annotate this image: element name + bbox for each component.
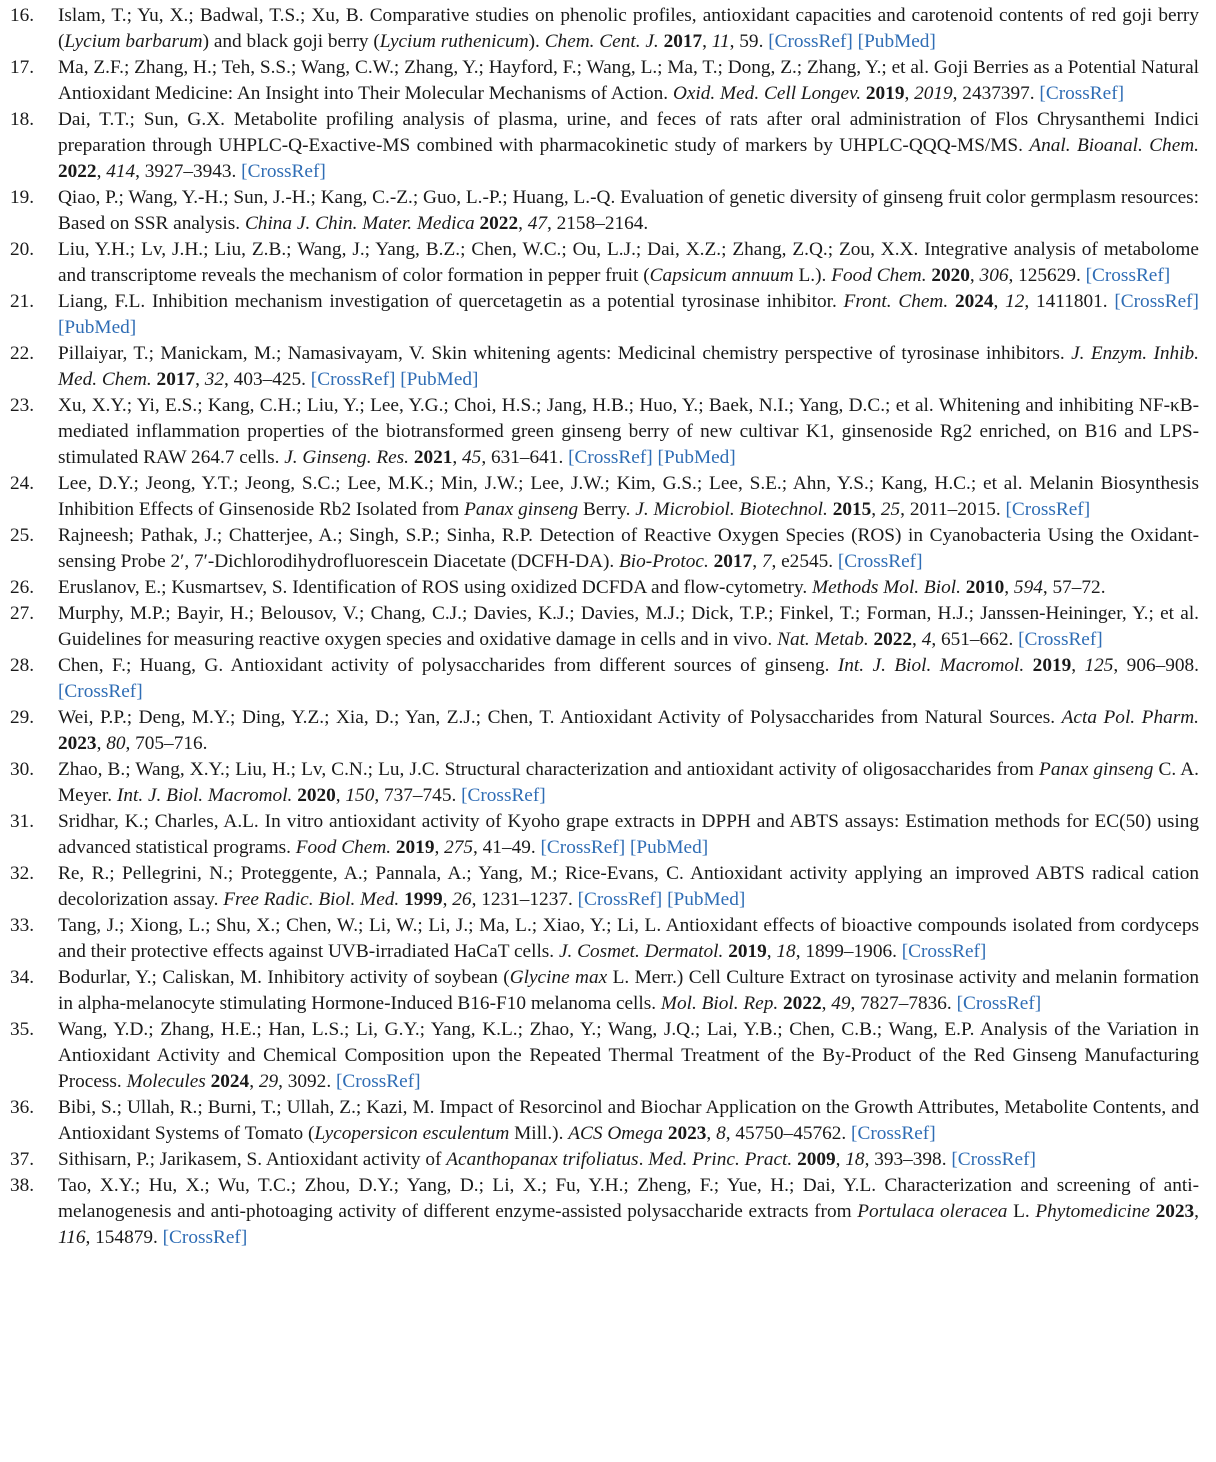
italic-text: Acanthopanax trifoliatus [446,1149,639,1170]
italic-text: J. Ginseng. Res. [284,447,409,468]
reference-segment: Qiao, P.; Wang, Y.-H.; Sun, J.-H.; Kang, C.-Z.; Guo, L.-P.; Huang, L.-Q. Evaluation of genetic diversity of ginseng fruit color germplasm resources: Based on SSR analysis. [58,187,1199,234]
reference-text [58,341,1199,393]
reference-text [58,653,1199,705]
reference-segment: , 2437397. [952,83,1040,104]
reference-item [10,1147,1199,1173]
crossref-link[interactable]: [CrossRef] [1005,499,1091,520]
reference-segment: , 41–49. [473,837,541,858]
italic-text: China J. Chin. Mater. Medica [244,213,475,234]
crossref-link[interactable]: [CrossRef] [58,681,143,702]
reference-segment: , 59. [729,31,769,52]
reference-segment: Chen, F.; Huang, G. Antioxidant activity of polysaccharides from different sources of ginseng. [58,655,838,676]
crossref-link[interactable]: [CrossRef] [540,837,626,858]
reference-text [58,1147,1199,1173]
reference-segment: , [452,447,463,468]
italic-text: Med. Princ. Pract. [648,1149,793,1170]
reference-segment: , 631–641. [481,447,569,468]
year-text: 2022 [58,161,97,182]
reference-number: 22. [10,343,35,364]
crossref-link[interactable]: [CrossRef] [577,889,663,910]
italic-text: 18 [845,1149,865,1170]
reference-segment: , 2011–2015. [900,499,1006,520]
reference-number: 18. [10,109,35,130]
pubmed-link[interactable]: [PubMed] [657,447,736,468]
reference-segment: , [993,291,1006,312]
reference-segment: , [835,1149,846,1170]
crossref-link[interactable]: [CrossRef] [956,993,1042,1014]
reference-segment: , 125629. [1008,265,1086,286]
reference-segment: ). [528,31,545,52]
italic-text: Int. J. Biol. Macromol. [116,785,293,806]
crossref-link[interactable]: [CrossRef] [951,1149,1036,1170]
reference-text [58,107,1199,185]
reference-segment: , [1071,655,1085,676]
reference-item [10,3,1199,55]
reference-segment: Zhao, B.; Wang, X.Y.; Liu, H.; Lv, C.N.; Lu, J.C. Structural characterization and antioxidant activity of oligosaccharides from [58,759,1040,780]
reference-segment: Islam, T.; Yu, X.; Badwal, T.S.; Xu, B. Comparative studies on phenolic profiles, antioxidant capacities and carotenoid contents of red goji berry ( [58,5,1199,52]
reference-segment: , [96,161,107,182]
reference-item [10,107,1199,185]
reference-segment: , e2545. [771,551,838,572]
italic-text: Free Radic. Biol. Med. [223,889,400,910]
italic-text: Panax ginseng [464,499,579,520]
reference-item [10,809,1199,861]
reference-number: 27. [10,603,35,624]
italic-text: Capsicum annuum [649,265,794,286]
reference-segment: Bodurlar, Y.; Caliskan, M. Inhibitory activity of soybean ( [58,967,510,988]
reference-text [58,913,1199,965]
italic-text: Lycium barbarum [64,31,203,52]
reference-segment: , [904,83,915,104]
reference-segment: , 906–908. [1113,655,1199,676]
reference-segment: Re, R.; Pellegrini, N.; Proteggente, A.; Pannala, A.; Yang, M.; Rice-Evans, C. Antioxidant activity applying an improved ABTS radical cation decolorization assay. [58,863,1199,910]
italic-text: Acta Pol. Pharm. [1061,707,1199,728]
crossref-link[interactable]: [CrossRef] [901,941,987,962]
reference-segment: C. A. Meyer. [58,759,1199,806]
italic-text: 25 [880,499,901,520]
crossref-link[interactable]: [CrossRef] [162,1227,248,1248]
reference-segment: , 45750–45762. [725,1123,852,1144]
reference-segment: , 393–398. [864,1149,952,1170]
reference-segment: , 154879. [85,1227,163,1248]
reference-text [58,757,1199,809]
italic-text: Food Chem. [295,837,392,858]
reference-text [58,393,1199,471]
reference-item [10,1095,1199,1147]
italic-text: Portulaca oleracea [857,1201,1008,1222]
reference-number: 26. [10,577,35,598]
year-text: 2017 [663,31,703,52]
year-text: 2020 [931,265,970,286]
pubmed-link[interactable]: [PubMed] [58,317,137,338]
reference-item [10,393,1199,471]
reference-number: 31. [10,811,35,832]
reference-list [10,3,1199,1251]
year-text: 2010 [965,577,1005,598]
reference-segment: Berry. [578,499,636,520]
year-text: 2009 [797,1149,836,1170]
reference-segment: , [1004,577,1014,598]
italic-text: Molecules [126,1071,206,1092]
reference-text [58,523,1199,575]
italic-text: Nat. Metab. [777,629,869,650]
year-text: 2022 [783,993,822,1014]
year-text: 2019 [728,941,767,962]
reference-item [10,341,1199,393]
reference-segment: Ma, Z.F.; Zhang, H.; Teh, S.S.; Wang, C.W.; Zhang, Y.; Hayford, F.; Wang, L.; Ma, T.; Dong, Z.; Zhang, Y.; et al. Goji Berries as a Potential Natural Antioxidant Medicine: An Insight into Their Molecular Mechanisms of Action. [58,57,1199,104]
reference-item [10,861,1199,913]
italic-text: 275 [444,837,474,858]
reference-text [58,861,1199,913]
italic-text: 45 [462,447,482,468]
reference-item [10,1017,1199,1095]
reference-text [58,809,1199,861]
italic-text: 26 [452,889,472,910]
reference-number: 29. [10,707,35,728]
reference-segment: ) and black goji berry ( [202,31,380,52]
italic-text: 8 [716,1123,726,1144]
reference-segment: , [821,993,832,1014]
reference-number: 23. [10,395,35,416]
crossref-link[interactable]: [CrossRef] [310,369,396,390]
italic-text: 11 [711,31,730,52]
reference-segment: , [434,837,445,858]
reference-segment: Bibi, S.; Ullah, R.; Burni, T.; Ullah, Z.; Kazi, M. Impact of Resorcinol and Biochar Application on the Growth Attributes, Metabolite Contents, and Antioxidant Systems of Tomato ( [58,1097,1199,1144]
reference-segment: , [442,889,453,910]
reference-text [58,471,1199,523]
reference-segment: Liang, F.L. Inhibition mechanism investigation of quercetagetin as a potential tyrosinase inhibitor. [58,291,844,312]
crossref-link[interactable]: [CrossRef] [1085,265,1171,286]
italic-text: 414 [106,161,136,182]
reference-segment: Sithisarn, P.; Jarikasem, S. Antioxidant activity of [58,1149,447,1170]
reference-item [10,653,1199,705]
reference-segment: , [1194,1201,1199,1222]
reference-segment: Lee, D.Y.; Jeong, Y.T.; Jeong, S.C.; Lee, M.K.; Min, J.W.; Lee, J.W.; Kim, G.S.; Lee, S.E.; Ahn, Y.S.; Kang, H.C.; et al. Melanin Biosynthesis Inhibition Effects of Ginsenoside Rb2 Isolated from [58,473,1199,520]
reference-segment: , [912,629,922,650]
reference-item [10,523,1199,575]
reference-segment: Xu, X.Y.; Yi, E.S.; Kang, C.H.; Liu, Y.; Lee, Y.G.; Choi, H.S.; Jang, H.B.; Huo, Y.; Baek, N.I.; Yang, D.C.; et al. Whitening and inhibiting NF-κB-mediated inflammation properties of the biotransformed green ginseng berry of new cultivar K1, ginsenoside Rg2 enriched, on B16 and LPS-stimulated RAW 264.7 cells. [58,395,1199,468]
reference-segment: . [638,1149,649,1170]
reference-number: 20. [10,239,35,260]
reference-item [10,471,1199,523]
reference-segment: Tao, X.Y.; Hu, X.; Wu, T.C.; Zhou, D.Y.; Yang, D.; Li, X.; Fu, Y.H.; Zheng, F.; Yue, H.; Dai, Y.L. Characterization and screening of anti-melanogenesis and anti-photoaging activity of different enzyme-assisted polysaccharide extracts from [58,1175,1199,1222]
year-text: 2019 [395,837,435,858]
italic-text: Front. Chem. [843,291,949,312]
reference-segment: , [871,499,881,520]
italic-text: 150 [345,785,375,806]
reference-segment: , 651–662. [931,629,1019,650]
year-text: 2019 [865,83,905,104]
reference-segment [948,291,955,312]
reference-number: 30. [10,759,35,780]
reference-number: 33. [10,915,35,936]
italic-text: Oxid. Med. Cell Longev. [672,83,862,104]
reference-segment: , [195,369,205,390]
reference-segment: L. [1007,1201,1036,1222]
year-text: 2024 [210,1071,250,1092]
reference-segment: , [702,31,712,52]
year-text: 2021 [413,447,453,468]
reference-item [10,757,1199,809]
crossref-link[interactable]: [CrossRef] [461,785,546,806]
reference-segment: , [969,265,980,286]
reference-text [58,289,1199,341]
reference-text [58,1173,1199,1251]
reference-segment: , 57–72. [1042,577,1106,598]
reference-number: 34. [10,967,35,988]
italic-text: Phytomedicine [1035,1201,1150,1222]
italic-text: Glycine max [509,967,608,988]
reference-text [58,55,1199,107]
italic-text: Bio-Protoc. [619,551,709,572]
reference-number: 16. [10,5,35,26]
italic-text: 29 [258,1071,279,1092]
reference-number: 32. [10,863,35,884]
crossref-link[interactable]: [CrossRef] [241,161,326,182]
crossref-link[interactable]: [CrossRef] [568,447,653,468]
reference-text [58,237,1199,289]
reference-segment: Eruslanov, E.; Kusmartsev, S. Identification of ROS using oxidized DCFDA and flow-cytometry. [58,577,813,598]
italic-text: Panax ginseng [1039,759,1154,780]
italic-text: 125 [1084,655,1114,676]
crossref-link[interactable]: [CrossRef] [1018,629,1103,650]
reference-item [10,601,1199,653]
year-text: 1999 [404,889,443,910]
italic-text: 47 [527,213,547,234]
italic-text: Food Chem. [831,265,927,286]
year-text: 2023 [58,733,97,754]
reference-text [58,705,1199,757]
italic-text: Methods Mol. Biol. [812,577,961,598]
crossref-link[interactable]: [CrossRef] [335,1071,421,1092]
reference-number: 21. [10,291,35,312]
reference-segment: , 1411801. [1024,291,1115,312]
italic-text: Chem. Cent. J. [544,31,659,52]
year-text: 2015 [832,499,872,520]
italic-text: 12 [1005,291,1025,312]
italic-text: Int. J. Biol. Macromol. [837,655,1025,676]
year-text: 2022 [479,213,519,234]
italic-text: 306 [979,265,1009,286]
year-text: 2019 [1032,655,1072,676]
reference-segment: , 3092. [278,1071,336,1092]
italic-text: Lycopersicon esculentum [314,1123,510,1144]
year-text: 2022 [873,629,913,650]
crossref-link[interactable]: [CrossRef] [1039,83,1125,104]
crossref-link[interactable]: [CrossRef] [851,1123,936,1144]
pubmed-link[interactable]: [PubMed] [857,31,936,52]
reference-text [58,3,1199,55]
reference-segment: , [335,785,346,806]
crossref-link[interactable]: [CrossRef] [1114,291,1199,312]
reference-segment: L. Merr.) Cell Culture Extract on tyrosinase activity and melanin formation in alpha-melanocyte stimulating Hormone-Induced B16-F10 melanoma cells. [58,967,1199,1014]
reference-number: 17. [10,57,35,78]
italic-text: 49 [831,993,851,1014]
italic-text: Lycium ruthenicum [379,31,529,52]
reference-segment: L.). [793,265,832,286]
italic-text: 4 [921,629,932,650]
reference-segment: , 1231–1237. [471,889,578,910]
reference-number: 36. [10,1097,35,1118]
italic-text: J. Cosmet. Dermatol. [558,941,724,962]
reference-segment: , [249,1071,259,1092]
reference-segment: , 3927–3943. [135,161,242,182]
pubmed-link[interactable]: [PubMed] [667,889,746,910]
reference-segment: Sridhar, K.; Charles, A.L. In vitro antioxidant activity of Kyoho grape extracts in DPPH and ABTS assays: Estimation methods for EC(50) using advanced statistical programs. [58,811,1199,858]
pubmed-link[interactable]: [PubMed] [629,837,709,858]
reference-text [58,601,1199,653]
reference-segment: , [752,551,762,572]
year-text: 2017 [156,369,196,390]
reference-text [58,1017,1199,1095]
reference-segment: Tang, J.; Xiong, L.; Shu, X.; Chen, W.; Li, W.; Li, J.; Ma, L.; Xiao, Y.; Li, L. Antioxidant effects of bioactive compounds isolated from cordyceps and their protective effects against UVB-irradiated HaCaT cells. [58,915,1199,962]
year-text: 2023 [667,1123,707,1144]
reference-item [10,575,1199,601]
italic-text: Mol. Biol. Rep. [660,993,779,1014]
italic-text: 116 [58,1227,86,1248]
reference-item [10,55,1199,107]
reference-segment: Liu, Y.H.; Lv, J.H.; Liu, Z.B.; Wang, J.; Yang, B.Z.; Chen, W.C.; Ou, L.J.; Dai, X.Z.; Zhang, Z.Q.; Zou, X.X. Integrative analysis of metabolome and transcriptome reveals the mechanism of color formation in pepper fruit ( [58,239,1199,286]
italic-text: 18 [776,941,796,962]
italic-text: J. Enzym. Inhib. Med. Chem. [58,343,1199,390]
year-text: 2017 [713,551,753,572]
reference-text [58,1095,1199,1147]
reference-segment: , 403–425. [224,369,311,390]
reference-number: 19. [10,187,35,208]
crossref-link[interactable]: [CrossRef] [768,31,853,52]
reference-segment: Mill.). [509,1123,569,1144]
pubmed-link[interactable]: [PubMed] [400,369,479,390]
crossref-link[interactable]: [CrossRef] [837,551,923,572]
reference-segment: Dai, T.T.; Sun, G.X. Metabolite profiling analysis of plasma, urine, and feces of rats after oral administration of Flos Chrysanthemi Indici preparation through UHPLC-Q-Exactive-MS combined with pharmacokinetic study of markers by UHPLC-QQQ-MS/MS. [58,109,1199,156]
reference-segment [1024,655,1032,676]
italic-text: 7 [761,551,772,572]
reference-number: 37. [10,1149,35,1170]
reference-item [10,965,1199,1017]
reference-item [10,913,1199,965]
reference-number: 24. [10,473,35,494]
reference-segment: , 705–716. [125,733,208,754]
reference-segment: Wang, Y.D.; Zhang, H.E.; Han, L.S.; Li, G.Y.; Yang, K.L.; Zhao, Y.; Wang, J.Q.; Lai, Y.B.; Chen, C.B.; Wang, E.P. Analysis of the Variation in Antioxidant Activity and Chemical Composition upon the Repeated Thermal Treatment of the By-Product of the Red Ginseng Manufacturing Process. [58,1019,1199,1092]
reference-number: 38. [10,1175,35,1196]
year-text: 2020 [297,785,336,806]
reference-item [10,185,1199,237]
italic-text: Anal. Bioanal. Chem. [1029,135,1200,156]
reference-segment: Wei, P.P.; Deng, M.Y.; Ding, Y.Z.; Xia, D.; Yan, Z.J.; Chen, T. Antioxidant Activity of Polysaccharides from Natural Sources. [58,707,1062,728]
reference-segment: Murphy, M.P.; Bayir, H.; Belousov, V.; Chang, C.J.; Davies, K.J.; Davies, M.J.; Dick, T.P.; Finkel, T.; Forman, H.J.; Janssen-Heininger, Y.; et al. Guidelines for measuring reactive oxygen species and oxidative damage in cells and in vivo. [58,603,1199,650]
reference-text [58,965,1199,1017]
year-text: 2023 [1155,1201,1195,1222]
reference-segment: , [766,941,777,962]
italic-text: ACS Omega [568,1123,664,1144]
italic-text: 80 [106,733,126,754]
reference-number: 35. [10,1019,35,1040]
italic-text: 32 [204,369,225,390]
reference-text [58,575,1199,601]
italic-text: J. Microbiol. Biotechnol. [635,499,828,520]
reference-segment: Rajneesh; Pathak, J.; Chatterjee, A.; Singh, S.P.; Sinha, R.P. Detection of Reactive Oxygen Species (ROS) in Cyanobacteria Using the Oxidant-sensing Probe 2′, 7′-Dichlorodihydrofluorescein Diacetate (DCFH-DA). [58,525,1199,572]
reference-item [10,237,1199,289]
reference-segment: Pillaiyar, T.; Manickam, M.; Namasivayam, V. Skin whitening agents: Medicinal chemistry perspective of tyrosinase inhibitors. [58,343,1072,364]
reference-segment: , [706,1123,717,1144]
reference-segment: , 1899–1906. [795,941,902,962]
reference-item [10,289,1199,341]
reference-segment: , [96,733,107,754]
reference-text [58,185,1199,237]
reference-item [10,1173,1199,1251]
reference-item [10,705,1199,757]
reference-segment: , 737–745. [374,785,462,806]
reference-number: 25. [10,525,35,546]
italic-text: 2019 [914,83,953,104]
year-text: 2024 [954,291,994,312]
reference-segment: , [518,213,528,234]
reference-segment: , 2158–2164. [547,213,649,234]
italic-text: 594 [1013,577,1043,598]
reference-number: 28. [10,655,35,676]
reference-segment: , 7827–7836. [850,993,957,1014]
